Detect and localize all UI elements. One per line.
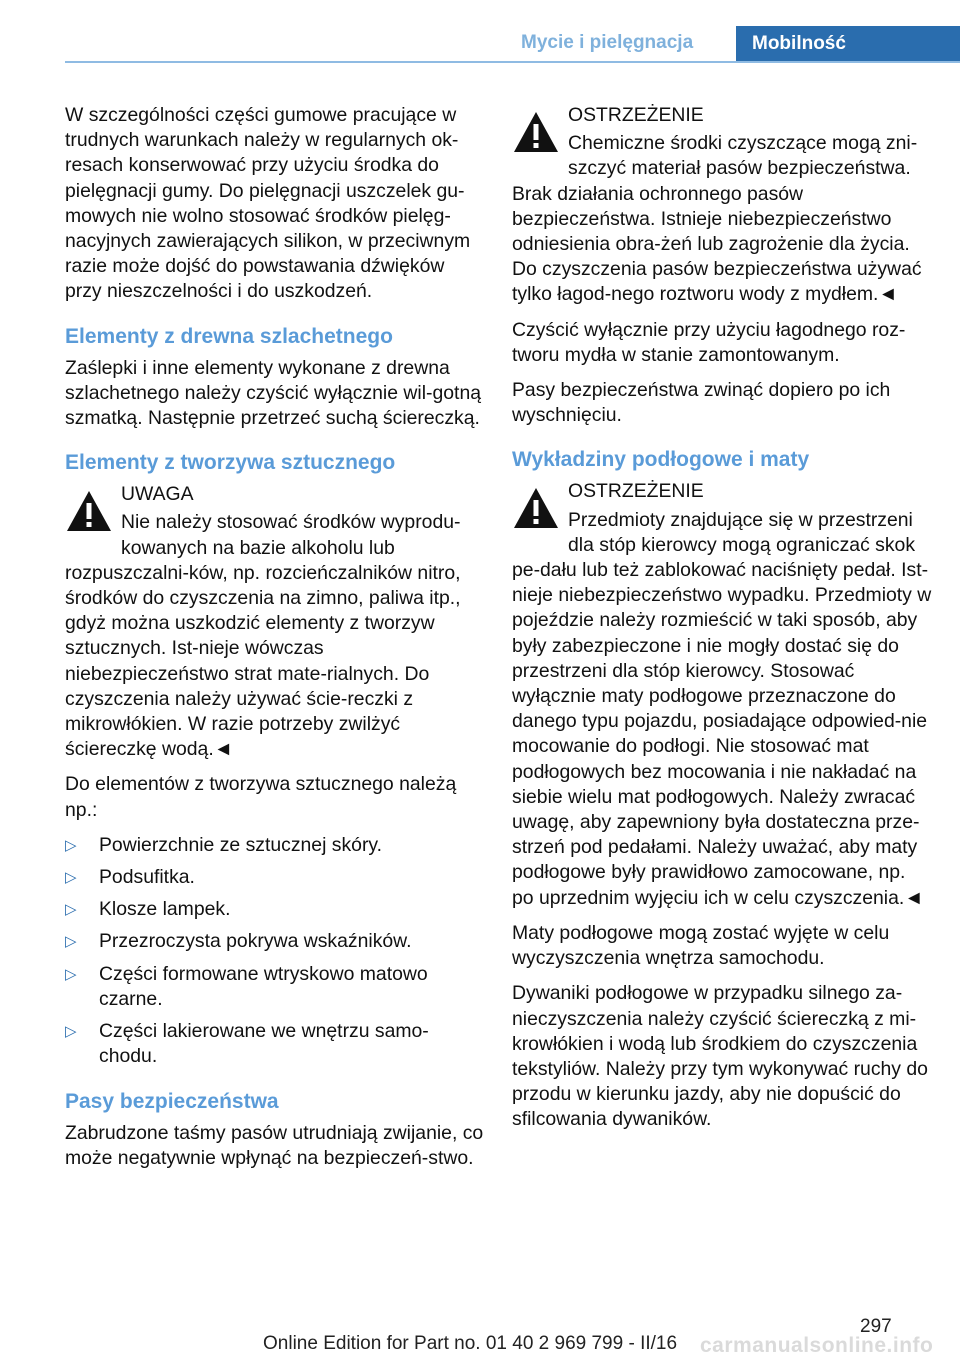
bullet-icon: ▷ [65,933,77,951]
bullet-icon: ▷ [65,836,77,854]
edition-note: Online Edition for Part no. 01 40 2 969 799 - II/16 [263,1333,678,1354]
list-item: ▷ Przezroczysta pokrywa wskaźników. [65,929,485,954]
paragraph-wood-elements: Zaślepki i inne elementy wykonane z drewna szlachetnego należy czyścić wyłącznie wil-gotną szmatką. Następnie przetrzeć suchą ściereczką. [65,356,482,430]
heading-seat-belts: Pasy bezpieczeństwa [65,1089,279,1113]
warning-title: OSTRZEŻENIE [568,104,704,126]
header-divider [65,61,960,63]
heading-floor-mats: Wykładziny podłogowe i maty [512,448,810,472]
warning-text: Przedmioty znajdujące się w przestrzeni dla stóp kierowcy mogą ograniczać skok pe-dału lub też zablokować naciśnięty pedał. Ist-nieje niebezpieczeństwo wypadku. Przedmioty w pojeździe należy rozmieścić w taki sposób, aby były zabezpieczone i nie mogły dostać się do przestrzeni dla stóp kierowcy. Stosować wyłącznie maty podłogowe przeznaczone do danego typu pojazdu, posiadające odpowied-nie mocowanie do podłogi. Nie stosować mat podłogowych bez mocowania i nie nakładać na siebie wielu mat podłogowych. Należy zwracać uwagę, aby zapewniony była dostateczna prze-strzeń pod pedałami. Należy uważać, aby maty podłogowe były prawidłowo zamocowane, np. po uprzednim wyjęciu ich w celu czyszczenia.◄ [512,508,932,909]
caution-text: Nie należy stosować środków wyprodu-kowanych na bazie alkoholu lub rozpuszczalni-ków, np. rozcieńczalników nitro, środków do czyszczenia na zimno, paliwa itp., gdyż można uszkodzić elementy z tworzyw sztucznych. Ist-nieje wówczas niebezpieczeństwo strat mate-rialnych. Do czyszczenia należy używać ście-reczki z mikrowłókien. W razie potrzeby zwilżyć ściereczkę wodą.◄ [65,511,461,761]
warning-text: Chemiczne środki czyszczące mogą zni-szczyć materiał pasów bezpieczeństwa. Brak działania ochronnego pasów bezpieczeństwa. Istnieje niebezpieczeństwo odniesienia obra-żeń lub zagrożenie dla życia. Do czyszczenia pasów bezpieczeństwa używać tylko łagod-nego roztworu wody z mydłem.◄ [512,132,922,306]
warning-box-mats [512,479,932,910]
watermark: carmanualsonline.info [700,1334,934,1357]
warning-box-belts [512,103,932,308]
header-chapter-tab: Mobilność [736,26,960,61]
bullet-icon: ▷ [65,869,77,887]
paragraph-rubber-parts: W szczególności części gumowe pracujące w trudnych warunkach należy w regularnych ok-resach konserwować przy użyciu środka do pielęgnacji gumy. Do pielęgnacji uszczelek gu-mowych nie wolno stosować środków pielęg-nacyjnych zawierających silikon, w przeciwnym razie może dojść do powstawania dźwięków przy nieszczelności i do uszkodzeń. [65,104,471,303]
header-section-title: Mycie i pielęgnacja [521,32,694,53]
paragraph-mats-removal: Maty podłogowe mogą zostać wyjęte w celu wyczyszczenia wnętrza samochodu. [512,921,890,970]
caution-title: UWAGA [121,483,194,506]
paragraph-belt-drying: Pasy bezpieczeństwa zwinąć dopiero po ich wyschnięciu. [512,379,891,427]
right-column [512,103,932,1143]
warning-title: OSTRZEŻENIE [568,480,704,503]
bullet-icon: ▷ [65,965,77,983]
warning-triangle-icon [512,485,560,531]
heading-wood-elements: Elementy z drewna szlachetnego [65,324,393,348]
list-item: ▷ Klosze lampek. [65,897,485,922]
list-item: ▷ Części lakierowane we wnętrzu samo-chodu. [65,1020,429,1068]
warning-triangle-icon [512,109,560,155]
paragraph-seat-belts: Zabrudzone taśmy pasów utrudniają zwijanie, co może negatywnie wpłynąć na bezpieczeń-stwo. [65,1121,484,1169]
bullet-icon: ▷ [65,901,77,919]
list-item: ▷ Części formowane wtryskowo matowo czarne. [65,962,428,1010]
warning-triangle-icon [65,488,113,534]
paragraph-plastic-list-intro: Do elementów z tworzywa sztucznego należą np.: [65,773,457,821]
page-number: 297 [860,1316,892,1337]
plastic-parts-list [65,833,485,1070]
bullet-icon: ▷ [65,1023,77,1041]
list-item: ▷ Powierzchnie ze sztucznej skóry. [65,833,485,858]
paragraph-belt-cleaning: Czyścić wyłącznie przy użyciu łagodnego roz-tworu mydła w stanie zamontowanym. [512,318,906,366]
list-item: ▷ Podsufitka. [65,865,485,890]
caution-box [65,482,485,762]
left-column [65,103,485,1181]
heading-plastic-elements: Elementy z tworzywa sztucznego [65,451,396,475]
paragraph-mats-cleaning: Dywaniki podłogowe w przypadku silnego za-nieczyszczenia należy czyścić ściereczką z mi-krowłókien i wodą lub środkiem do czyszczenia tekstyliów. Należy przy tym wykonywać ruchy do przodu w kierunku jazdy, aby nie dopuścić do sfilcowania dywaników. [512,982,928,1131]
